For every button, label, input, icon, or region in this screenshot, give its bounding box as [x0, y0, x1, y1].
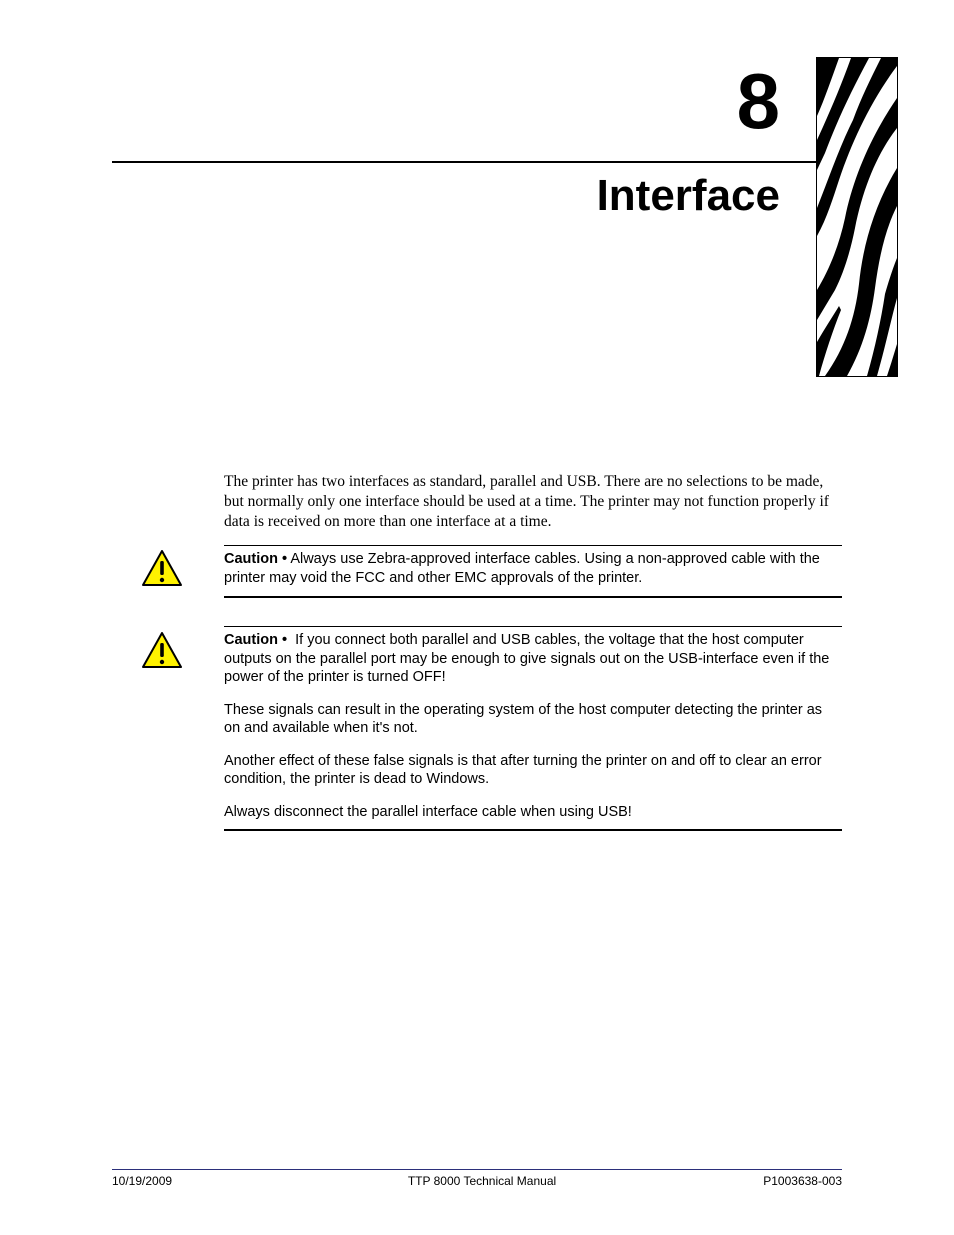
caution-paragraph: These signals can result in the operating system of the host computer detecting the printer as on and available when it's not.	[224, 701, 823, 736]
warning-triangle-icon	[141, 631, 183, 669]
caution-paragraph	[224, 631, 842, 687]
footer-date: 10/19/2009	[112, 1174, 173, 1188]
zebra-stripe-tab	[816, 57, 898, 377]
caution-text: If you connect both parallel and USB cables, the voltage that the host computer outputs on the parallel port may be enough to give signals out on the USB-interface even if the power of the printer is turned OFF!	[224, 632, 830, 685]
footer-rule	[112, 1169, 842, 1170]
intro-paragraph: The printer has two interfaces as standard, parallel and USB. There are no selections to be made, but normally only one interface should be used at a time. The printer may not function properly if data is received on more than one interface at a time.	[224, 473, 829, 530]
caution-paragraph: Another effect of these false signals is that after turning the printer on and off to clear an error condition, the printer is dead to Windows.	[224, 752, 822, 787]
caution-text: Always use Zebra-approved interface cables. Using a non-approved cable with the printer may void the FCC and other EMC approvals of the printer.	[224, 551, 820, 586]
caution-paragraph	[224, 550, 842, 587]
footer-title: TTP 8000 Technical Manual	[407, 1174, 557, 1188]
chapter-title: Interface	[596, 171, 780, 220]
caution-note	[224, 545, 842, 598]
footer-part-number: P1003638-003	[763, 1174, 842, 1188]
caution-paragraph: Always disconnect the parallel interface cable when using USB!	[224, 803, 632, 820]
chapter-rule	[112, 161, 817, 163]
chapter-number: 8	[736, 57, 780, 145]
caution-note	[224, 626, 842, 831]
warning-triangle-icon	[141, 549, 183, 587]
caution-label: Caution •	[224, 551, 288, 567]
caution-label: Caution •	[224, 632, 288, 648]
